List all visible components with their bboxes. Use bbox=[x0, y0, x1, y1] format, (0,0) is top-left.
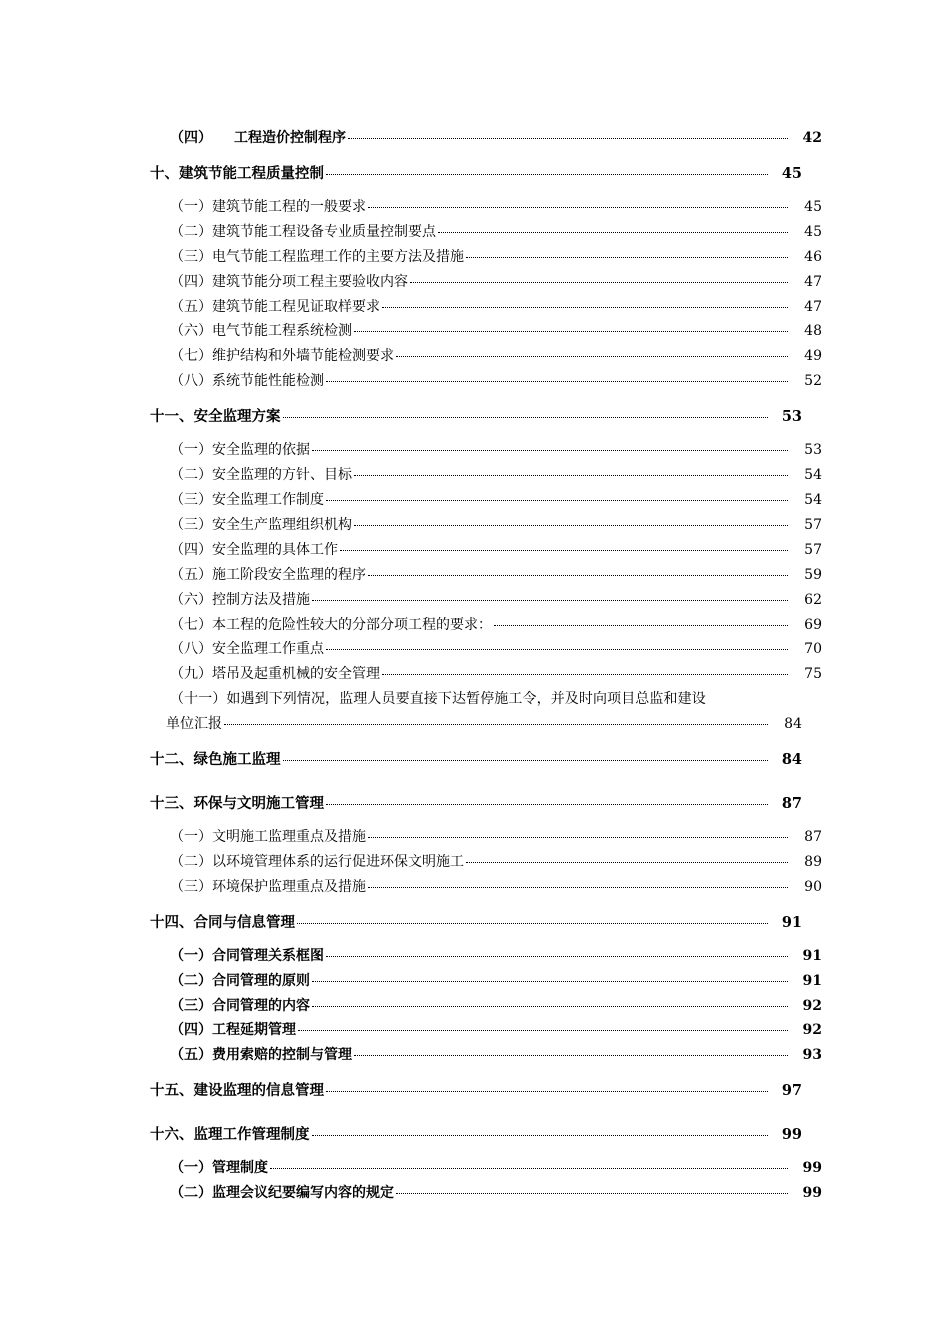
dot-leader bbox=[438, 231, 788, 233]
toc-heading[interactable] bbox=[150, 748, 802, 772]
table-of-contents bbox=[150, 126, 822, 1206]
dot-leader bbox=[326, 173, 768, 175]
toc-heading[interactable] bbox=[150, 1079, 802, 1103]
toc-entry[interactable] bbox=[150, 538, 822, 563]
dot-leader bbox=[466, 256, 788, 258]
toc-entry[interactable] bbox=[150, 875, 822, 900]
toc-entry[interactable] bbox=[150, 195, 822, 220]
toc-page-number: 87 bbox=[804, 829, 822, 846]
toc-entry[interactable] bbox=[150, 687, 802, 737]
toc-heading[interactable] bbox=[150, 405, 802, 429]
toc-entry-title: （三）环境保护监理重点及措施 bbox=[170, 878, 366, 895]
dot-leader bbox=[368, 836, 788, 838]
toc-page-number: 47 bbox=[804, 273, 822, 290]
toc-entry[interactable] bbox=[150, 850, 822, 875]
toc-page-number: 99 bbox=[781, 1126, 802, 1144]
toc-entry[interactable] bbox=[150, 319, 822, 344]
dot-leader bbox=[354, 330, 788, 332]
toc-entry-title: （四） 工程造价控制程序 bbox=[170, 130, 346, 146]
dot-leader bbox=[312, 599, 788, 601]
toc-entry-title: （七）本工程的危险性较大的分部分项工程的要求： bbox=[170, 616, 492, 633]
toc-entry[interactable] bbox=[150, 220, 822, 245]
toc-entry[interactable] bbox=[150, 1043, 822, 1068]
toc-entry-title: （二）监理会议纪要编写内容的规定 bbox=[170, 1185, 394, 1202]
toc-entry-title: （一）管理制度 bbox=[170, 1160, 268, 1177]
dot-leader bbox=[326, 648, 788, 650]
toc-page-number: 91 bbox=[802, 947, 822, 964]
toc-page-number: 84 bbox=[784, 716, 802, 733]
dot-leader bbox=[410, 281, 788, 283]
toc-page-number: 45 bbox=[804, 223, 822, 240]
toc-entry[interactable] bbox=[150, 1156, 822, 1181]
toc-entry-title: （三）安全生产监理组织机构 bbox=[170, 516, 352, 533]
dot-leader bbox=[368, 206, 788, 208]
dot-leader bbox=[326, 380, 788, 382]
toc-page-number: 49 bbox=[804, 348, 822, 365]
toc-page-number: 92 bbox=[802, 1022, 822, 1039]
toc-entry-title: （八）安全监理工作重点 bbox=[170, 641, 324, 658]
toc-entry[interactable] bbox=[150, 637, 822, 662]
dot-leader bbox=[354, 524, 788, 526]
toc-entry[interactable] bbox=[150, 588, 822, 613]
toc-entry[interactable] bbox=[150, 245, 822, 270]
toc-entry-title: 十一、安全监理方案 bbox=[150, 408, 281, 426]
toc-entry-title: （五）费用索赔的控制与管理 bbox=[170, 1047, 352, 1064]
toc-entry-title: 十三、环保与文明施工管理 bbox=[150, 795, 324, 813]
dot-leader bbox=[326, 1090, 768, 1092]
toc-entry-title: 十、建筑节能工程质量控制 bbox=[150, 164, 324, 182]
dot-leader bbox=[270, 1167, 788, 1169]
toc-entry[interactable] bbox=[150, 369, 822, 394]
toc-entry-title: （八）系统节能性能检测 bbox=[170, 373, 324, 390]
toc-entry-title: （二）安全监理的方针、目标 bbox=[170, 467, 352, 484]
toc-page-number: 84 bbox=[781, 751, 802, 769]
toc-page-number: 47 bbox=[804, 298, 822, 315]
toc-page-number: 57 bbox=[804, 516, 822, 533]
toc-entry-title: 十五、建设监理的信息管理 bbox=[150, 1082, 324, 1100]
toc-entry-title: （七）维护结构和外墙节能检测要求 bbox=[170, 348, 394, 365]
toc-page-number: 99 bbox=[802, 1160, 822, 1177]
toc-entry-title: （三）安全监理工作制度 bbox=[170, 491, 324, 508]
toc-entry-title: （一）安全监理的依据 bbox=[170, 442, 310, 459]
toc-page-number: 62 bbox=[804, 591, 822, 608]
toc-page-number: 89 bbox=[804, 853, 822, 870]
toc-page-number: 91 bbox=[802, 972, 822, 989]
toc-entry[interactable] bbox=[150, 1181, 822, 1206]
dot-leader bbox=[494, 624, 788, 626]
toc-entry-title: （四）工程延期管理 bbox=[170, 1022, 296, 1039]
toc-entry-title: （五）建筑节能工程见证取样要求 bbox=[170, 298, 380, 315]
toc-entry-title: （一）建筑节能工程的一般要求 bbox=[170, 198, 366, 215]
dot-leader bbox=[298, 1029, 788, 1031]
toc-page-number: 99 bbox=[802, 1185, 822, 1202]
toc-entry-title: （四）安全监理的具体工作 bbox=[170, 541, 338, 558]
dot-leader bbox=[297, 922, 768, 924]
toc-page-number: 45 bbox=[781, 164, 802, 182]
toc-entry[interactable] bbox=[150, 662, 822, 687]
dot-leader bbox=[354, 1054, 788, 1056]
toc-heading[interactable] bbox=[150, 162, 802, 186]
dot-leader bbox=[348, 137, 788, 139]
dot-leader bbox=[368, 574, 788, 576]
toc-heading[interactable] bbox=[150, 1123, 802, 1147]
toc-page-number: 92 bbox=[802, 997, 822, 1014]
toc-page-number: 69 bbox=[804, 616, 822, 633]
toc-entry[interactable] bbox=[150, 295, 822, 320]
toc-entry[interactable] bbox=[150, 944, 822, 969]
toc-entry-title: （四）建筑节能分项工程主要验收内容 bbox=[170, 273, 408, 290]
toc-page-number: 87 bbox=[781, 795, 802, 813]
toc-page-number: 75 bbox=[804, 666, 822, 683]
toc-entry-title: 十四、合同与信息管理 bbox=[150, 913, 295, 931]
toc-entry[interactable] bbox=[150, 994, 822, 1019]
dot-leader bbox=[312, 1134, 769, 1136]
toc-entry[interactable] bbox=[150, 825, 822, 850]
toc-page-number: 90 bbox=[804, 878, 822, 895]
toc-entry-title: （五）施工阶段安全监理的程序 bbox=[170, 566, 366, 583]
toc-entry-title: 单位汇报 bbox=[166, 716, 222, 733]
dot-leader bbox=[326, 499, 788, 501]
toc-page-number: 93 bbox=[802, 1047, 822, 1064]
toc-entry-title: （一）文明施工监理重点及措施 bbox=[170, 829, 366, 846]
dot-leader bbox=[368, 886, 788, 888]
toc-page-number: 53 bbox=[804, 442, 822, 459]
toc-entry-title: 十六、监理工作管理制度 bbox=[150, 1126, 310, 1144]
toc-heading[interactable] bbox=[150, 792, 802, 816]
toc-entry-title: （三）合同管理的内容 bbox=[170, 997, 310, 1014]
toc-heading[interactable] bbox=[150, 911, 802, 935]
dot-leader bbox=[224, 723, 768, 725]
toc-entry-title: （六）电气节能工程系统检测 bbox=[170, 323, 352, 340]
toc-entry-title: （九）塔吊及起重机械的安全管理 bbox=[170, 666, 380, 683]
toc-page-number: 52 bbox=[804, 373, 822, 390]
dot-leader bbox=[396, 1192, 788, 1194]
dot-leader bbox=[396, 355, 788, 357]
toc-page-number: 54 bbox=[804, 467, 822, 484]
toc-page-number: 57 bbox=[804, 541, 822, 558]
dot-leader bbox=[340, 549, 788, 551]
dot-leader bbox=[312, 980, 788, 982]
toc-page-number: 46 bbox=[804, 248, 822, 265]
toc-page-number: 54 bbox=[804, 491, 822, 508]
toc-entry[interactable] bbox=[150, 438, 822, 463]
dot-leader bbox=[354, 474, 788, 476]
dot-leader bbox=[312, 1005, 788, 1007]
toc-entry[interactable] bbox=[150, 513, 822, 538]
toc-entry[interactable] bbox=[150, 126, 822, 151]
toc-page-number: 42 bbox=[802, 130, 822, 146]
dot-leader bbox=[283, 759, 769, 761]
toc-page-number: 70 bbox=[804, 641, 822, 658]
toc-entry[interactable] bbox=[150, 1018, 822, 1043]
toc-entry[interactable] bbox=[150, 488, 822, 513]
dot-leader bbox=[466, 861, 788, 863]
toc-entry[interactable] bbox=[150, 563, 822, 588]
toc-entry[interactable] bbox=[150, 270, 822, 295]
dot-leader bbox=[326, 955, 788, 957]
toc-entry[interactable] bbox=[150, 613, 822, 638]
toc-entry-title: （三）电气节能工程监理工作的主要方法及措施 bbox=[170, 248, 464, 265]
dot-leader bbox=[283, 416, 769, 418]
dot-leader bbox=[382, 673, 788, 675]
dot-leader bbox=[326, 803, 768, 805]
toc-entry-title: （二）建筑节能工程设备专业质量控制要点 bbox=[170, 223, 436, 240]
toc-page-number: 53 bbox=[781, 408, 802, 426]
toc-page-number: 59 bbox=[804, 566, 822, 583]
toc-entry-title: （一）合同管理关系框图 bbox=[170, 947, 324, 964]
toc-entry[interactable] bbox=[150, 344, 822, 369]
toc-entry-title: （二）以环境管理体系的运行促进环保文明施工 bbox=[170, 853, 464, 870]
toc-page-number: 91 bbox=[781, 913, 802, 931]
toc-entry[interactable] bbox=[150, 463, 822, 488]
toc-entry-title: （二）合同管理的原则 bbox=[170, 972, 310, 989]
toc-page-number: 45 bbox=[804, 198, 822, 215]
toc-page-number: 48 bbox=[804, 323, 822, 340]
toc-entry[interactable] bbox=[150, 969, 822, 994]
dot-leader bbox=[312, 449, 788, 451]
toc-entry-title: （十一）如遇到下列情况，监理人员要直接下达暂停施工令，并及时向项目总监和建设 bbox=[170, 691, 706, 708]
toc-entry-title: （六）控制方法及措施 bbox=[170, 591, 310, 608]
toc-page-number: 97 bbox=[781, 1082, 802, 1100]
dot-leader bbox=[382, 306, 788, 308]
toc-entry-title: 十二、绿色施工监理 bbox=[150, 751, 281, 769]
